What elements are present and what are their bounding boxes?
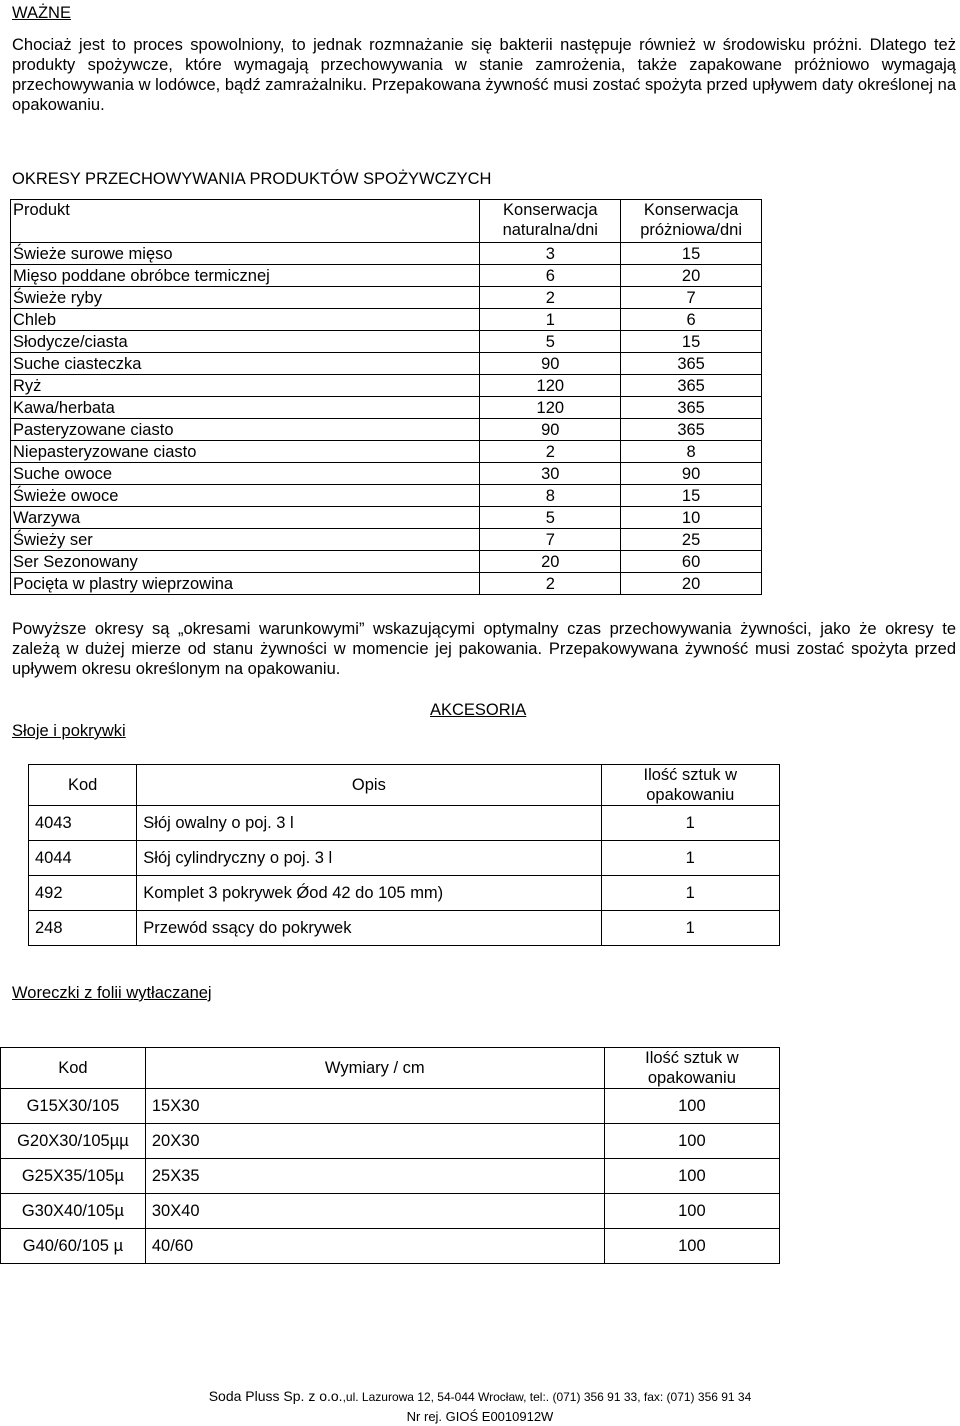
accessories-title: AKCESORIA — [430, 701, 527, 719]
bags-row-cell: 100 — [604, 1229, 779, 1264]
bags-row-cell: 100 — [604, 1089, 779, 1124]
storage-row — [11, 243, 762, 265]
jars-row-cell: 4044 — [29, 841, 137, 876]
storage-row-cell: 8 — [621, 441, 762, 463]
storage-row-cell: 5 — [480, 507, 621, 529]
footer-address-line — [0, 1388, 960, 1404]
storage-row-cell: 20 — [621, 265, 762, 287]
bags-row-cell: 15X30 — [145, 1089, 604, 1124]
bags-row — [1, 1089, 780, 1124]
note-paragraph: Powyższe okresy są „okresami warunkowymi” wskazującymi optymalny czas przechowywania żywności, jako że okresy te zależą w dużej mierze od stanu żywności w momencie jej pakowania. Przepakowywana żywność musi zostać spożyta przed upływem okresu określonym na opakowaniu. — [12, 620, 956, 678]
storage-row — [11, 419, 762, 441]
storage-row-cell: 15 — [621, 485, 762, 507]
storage-row-cell: 365 — [621, 419, 762, 441]
storage-row-cell: Słodycze/ciasta — [11, 331, 480, 353]
jars-header-code: Kod — [29, 765, 137, 806]
jars-row — [29, 911, 780, 946]
storage-row-cell: 90 — [480, 419, 621, 441]
storage-row-cell: 365 — [621, 375, 762, 397]
storage-row-cell: 120 — [480, 397, 621, 419]
bags-header-row — [1, 1048, 780, 1089]
bags-row-cell: G15X30/105 — [1, 1089, 146, 1124]
storage-row-cell: 6 — [621, 309, 762, 331]
bags-title: Woreczki z folii wytłaczanej — [12, 984, 212, 1002]
storage-header-row — [11, 200, 762, 243]
footer-address: ,ul. Lazurowa 12, 54-044 Wrocław, tel:. (071) 356 91 33, fax: (071) 356 91 34 — [342, 1390, 752, 1404]
jars-row-cell: 492 — [29, 876, 137, 911]
storage-row — [11, 353, 762, 375]
storage-row — [11, 529, 762, 551]
storage-row-cell: Pocięta w plastry wieprzowina — [11, 573, 480, 595]
storage-row-cell: 30 — [480, 463, 621, 485]
storage-row — [11, 573, 762, 595]
header-vacuum: Konserwacja próżniowa/dni — [621, 200, 762, 243]
storage-row-cell: Warzywa — [11, 507, 480, 529]
bags-row-cell: 100 — [604, 1159, 779, 1194]
storage-row-cell: 365 — [621, 353, 762, 375]
bags-row-cell: G40/60/105 µ — [1, 1229, 146, 1264]
bags-row-cell: G20X30/105µµ — [1, 1124, 146, 1159]
jars-row-cell: 4043 — [29, 806, 137, 841]
storage-row — [11, 507, 762, 529]
bags-row-cell: 25X35 — [145, 1159, 604, 1194]
footer-registration: Nr rej. GIOŚ E0010912W — [406, 1409, 554, 1424]
header-natural: Konserwacja naturalna/dni — [480, 200, 621, 243]
storage-row-cell: Świeże owoce — [11, 485, 480, 507]
storage-row — [11, 331, 762, 353]
jars-row-cell: 1 — [601, 841, 779, 876]
storage-row-cell: 120 — [480, 375, 621, 397]
storage-row-cell: Pasteryzowane ciasto — [11, 419, 480, 441]
bags-row-cell: G25X35/105µ — [1, 1159, 146, 1194]
storage-row — [11, 463, 762, 485]
storage-row-cell: 5 — [480, 331, 621, 353]
storage-row-cell: 15 — [621, 243, 762, 265]
jars-row — [29, 841, 780, 876]
storage-row-cell: 2 — [480, 573, 621, 595]
jars-row-cell: 1 — [601, 876, 779, 911]
storage-row-cell: 15 — [621, 331, 762, 353]
storage-row-cell: 6 — [480, 265, 621, 287]
bags-header-dims: Wymiary / cm — [145, 1048, 604, 1089]
storage-table — [10, 199, 762, 595]
storage-row-cell: 2 — [480, 441, 621, 463]
storage-row-cell: 10 — [621, 507, 762, 529]
storage-row-cell: Suche owoce — [11, 463, 480, 485]
storage-row-cell: Ryż — [11, 375, 480, 397]
storage-row-cell: Świeże ryby — [11, 287, 480, 309]
jars-table — [28, 764, 780, 946]
jars-row-cell: Słój owalny o poj. 3 l — [137, 806, 601, 841]
jars-row-cell: Słój cylindryczny o poj. 3 l — [137, 841, 601, 876]
storage-row-cell: 90 — [621, 463, 762, 485]
header-product: Produkt — [11, 200, 480, 243]
storage-row-cell: Kawa/herbata — [11, 397, 480, 419]
bags-row — [1, 1124, 780, 1159]
storage-row — [11, 375, 762, 397]
storage-row-cell: 20 — [480, 551, 621, 573]
jars-row — [29, 876, 780, 911]
storage-row-cell: 20 — [621, 573, 762, 595]
footer-company: Soda Pluss Sp. z o.o. — [208, 1388, 343, 1404]
jars-row-cell: Przewód ssący do pokrywek — [137, 911, 601, 946]
storage-row — [11, 265, 762, 287]
jars-row-cell: 248 — [29, 911, 137, 946]
bags-row — [1, 1229, 780, 1264]
bags-row — [1, 1194, 780, 1229]
storage-row-cell: Ser Sezonowany — [11, 551, 480, 573]
storage-title: OKRESY PRZECHOWYWANIA PRODUKTÓW SPOŻYWCZYCH — [12, 170, 492, 188]
jars-header-qty: Ilość sztuk w opakowaniu — [601, 765, 779, 806]
storage-row-cell: Chleb — [11, 309, 480, 331]
storage-row-cell: 3 — [480, 243, 621, 265]
bags-table — [0, 1047, 780, 1264]
jars-header-row — [29, 765, 780, 806]
storage-row — [11, 397, 762, 419]
bags-row-cell: G30X40/105µ — [1, 1194, 146, 1229]
storage-row-cell: 90 — [480, 353, 621, 375]
bags-row-cell: 20X30 — [145, 1124, 604, 1159]
storage-row-cell: 60 — [621, 551, 762, 573]
storage-row-cell: 2 — [480, 287, 621, 309]
jars-row-cell: 1 — [601, 911, 779, 946]
storage-row-cell: 7 — [480, 529, 621, 551]
storage-row-cell: Niepasteryzowane ciasto — [11, 441, 480, 463]
intro-paragraph: Chociaż jest to proces spowolniony, to jednak rozmnażanie się bakterii następuje również w środowisku próżni. Dlatego też produkty spożywcze, które wymagają przechowywania w stanie zamrożenia, także zapakowane próżniowo wymagają przechowywania w lodówce, bądź zamrażalniku. Przepakowana żywność musi zostać spożyta przed upływem daty określonej na opakowaniu. — [12, 36, 956, 114]
bags-row-cell: 30X40 — [145, 1194, 604, 1229]
storage-row-cell: Świeże surowe mięso — [11, 243, 480, 265]
bags-row — [1, 1159, 780, 1194]
storage-row — [11, 309, 762, 331]
bags-header-code: Kod — [1, 1048, 146, 1089]
storage-row — [11, 551, 762, 573]
page-heading: WAŻNE — [12, 4, 71, 22]
storage-row-cell: 1 — [480, 309, 621, 331]
storage-row — [11, 287, 762, 309]
storage-row — [11, 485, 762, 507]
storage-row-cell: 365 — [621, 397, 762, 419]
storage-row-cell: 25 — [621, 529, 762, 551]
storage-row-cell: Świeży ser — [11, 529, 480, 551]
storage-row — [11, 441, 762, 463]
bags-row-cell: 100 — [604, 1124, 779, 1159]
bags-row-cell: 100 — [604, 1194, 779, 1229]
jars-header-desc: Opis — [137, 765, 601, 806]
jars-title: Słoje i pokrywki — [12, 722, 126, 740]
jars-row — [29, 806, 780, 841]
jars-row-cell: 1 — [601, 806, 779, 841]
storage-row-cell: Mięso poddane obróbce termicznej — [11, 265, 480, 287]
bags-row-cell: 40/60 — [145, 1229, 604, 1264]
bags-header-qty: Ilość sztuk w opakowaniu — [604, 1048, 779, 1089]
jars-row-cell: Komplet 3 pokrywek Ǿod 42 do 105 mm) — [137, 876, 601, 911]
storage-row-cell: Suche ciasteczka — [11, 353, 480, 375]
storage-row-cell: 8 — [480, 485, 621, 507]
storage-row-cell: 7 — [621, 287, 762, 309]
